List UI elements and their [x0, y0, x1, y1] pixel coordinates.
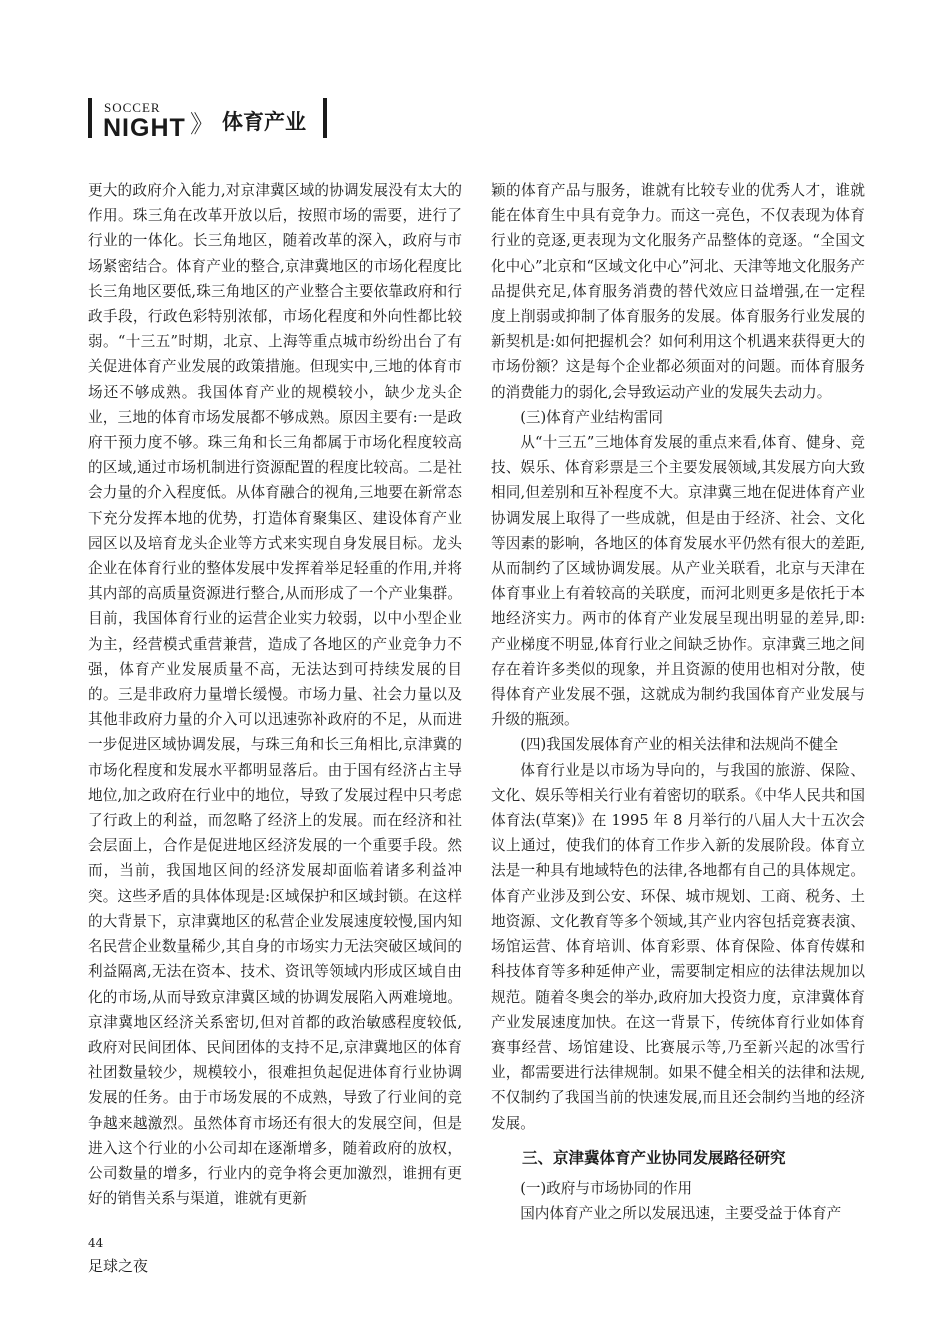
body-paragraph: 体育行业是以市场为导向的，与我国的旅游、保险、文化、娱乐等相关行业有着密切的联系。《中华人民共和国体育法(草案)》在 1995 年 8 月举行的八届人大十五次会议上通过，使我们的体育工作步入新的发展阶段。体育立法是一种具有地域特色的法律,各地都有自己的具体规定。体育产业涉及到公安、环保、城市规划、工商、税务、土地资源、文化教育等多个领域,其产业内容包括竞赛表演、场馆运营、体育培训、体育彩票、体育保险、体育传媒和科技体育等多种延伸产业，需要制定相应的法律法规加以规范。随着冬奥会的举办,政府加大投资力度，京津冀体育产业发展速度加快。在这一背景下，传统体育行业如体育赛事经营、场馆建设、比赛展示等,乃至新兴起的冰雪行业，都需要进行法律规制。如果不健全相关的法律和法规,不仅制约了我国当前的快速发展,而且还会制约当地的经济发展。: [491, 761, 865, 1132]
magazine-name: 足球之夜: [88, 1257, 149, 1275]
left-column: [88, 178, 462, 1211]
header-left-bar: [88, 98, 92, 138]
chevron-icon: 》: [190, 110, 214, 138]
page-number: 44: [88, 1236, 104, 1250]
body-paragraph: 颖的体育产品与服务，谁就有比较专业的优秀人才，谁就能在体育生中具有竞争力。而这一亮色，不仅表现为体育行业的竞逐,更表现为文化服务产品整体的竞逐。“全国文化中心”北京和“区域文化中心”河北、天津等地文化服务产品提供充足,体育服务消费的替代效应日益增强,在一定程度上削弱或抑制了体育服务的发展。体育服务行业发展的新契机是:如何把握机会？如何利用这个机遇来获得更大的市场份额？这是每个企业都必须面对的问题。而体育服务的消费能力的弱化,会导致运动产业的发展失去动力。: [491, 182, 865, 401]
brand-soccer: SOCCER: [104, 100, 161, 115]
right-column: [491, 178, 865, 1226]
subsection-heading: (四)我国发展体育产业的相关法律和法规尚不健全: [520, 736, 839, 754]
body-paragraph: 从“十三五”三地体育发展的重点来看,体育、健身、竞技、娱乐、体育彩票是三个主要发展领域,其发展方向大致相同,但差别和互补程度不大。京津冀三地在促进体育产业协调发展上取得了一些成就，但是由于经济、社会、文化等因素的影响，各地区的体育发展水平仍然有很大的差距,从而制约了区域协调发展。从产业关联看，北京与天津在体育事业上有着较高的关联度，而河北则更多是依托于本地经济实力。两市的体育产业发展呈现出明显的差异,即:产业梯度不明显,体育行业之间缺乏协作。京津冀三地之间存在着许多类似的现象，并且资源的使用也相对分散，使得体育产业发展不强，这就成为制约我国体育产业发展与升级的瓶颈。: [491, 434, 865, 729]
subsection-heading: (一)政府与市场协同的作用: [520, 1179, 693, 1197]
brand-night: NIGHT: [103, 114, 186, 142]
body-paragraph: 国内体育产业之所以发展迅速，主要受益于体育产: [520, 1204, 842, 1222]
header-right-bar: [323, 98, 327, 138]
subsection-heading: (三)体育产业结构雷同: [520, 408, 663, 426]
section-title: 体育产业: [222, 110, 306, 134]
section-heading: 三、京津冀体育产业协同发展路径研究: [522, 1148, 786, 1167]
body-paragraph: 更大的政府介入能力,对京津冀区域的协调发展没有太大的作用。珠三角在改革开放以后，按照市场的需要，进行了行业的一体化。长三角地区，随着改革的深入，政府与市场紧密结合。体育产业的整合,京津冀地区的市场化程度比长三角地区要低,珠三角地区的产业整合主要依靠政府和行政手段，行政色彩特别浓郁，市场化程度和外向性都比较弱。“十三五”时期，北京、上海等重点城市纷纷出台了有关促进体育产业发展的政策措施。但现实中,三地的体育市场还不够成熟。我国体育产业的规模较小，缺少龙头企业，三地的体育市场发展都不够成熟。原因主要有:一是政府干预力度不够。珠三角和长三角都属于市场化程度较高的区域,通过市场机制进行资源配置的程度比较高。二是社会力量的介入程度低。从体育融合的视角,三地要在新常态下充分发挥本地的优势，打造体育聚集区、建设体育产业园区以及培育龙头企业等方式来实现自身发展目标。龙头企业在体育行业的整体发展中发挥着举足轻重的作用,并将其内部的高质量资源进行整合,从而形成了一个产业集群。目前，我国体育行业的运营企业实力较弱，以中小型企业为主，经营模式重营兼营，造成了各地区的产业竞争力不强，体育产业发展质量不高，无法达到可持续发展的目的。三是非政府力量增长缓慢。市场力量、社会力量以及其他非政府力量的介入可以迅速弥补政府的不足，从而进一步促进区域协调发展，与珠三角和长三角相比,京津冀的市场化程度和发展水平都明显落后。由于国有经济占主导地位,加之政府在行业中的地位，导致了发展过程中只考虑了行政上的利益，而忽略了经济上的发展。而在经济和社会层面上，合作是促进地区经济发展的一个重要手段。然而，当前，我国地区间的经济发展却面临着诸多利益冲突。这些矛盾的具体体现是:区域保护和区域封锁。在这样的大背景下，京津冀地区的私营企业发展速度较慢,国内知名民营企业数量稀少,其自身的市场实力无法突破区域间的利益隔离,无法在资本、技术、资讯等领域内形成区域自由化的市场,从而导致京津冀区域的协调发展陷入两难境地。京津冀地区经济关系密切,但对首都的政治敏感程度较低,政府对民间团体、民间团体的支持不足,京津冀地区的体育社团数量较少，规模较小，很难担负起促进体育行业协调发展的任务。由于市场发展的不成熟，导致了行业间的竞争越来越激烈。虽然体育市场还有很大的发展空间，但是进入这个行业的小公司却在逐渐增多，随着政府的放权，公司数量的增多，行业内的竞争将会更加激烈，谁拥有更好的销售关系与渠道，谁就有更新: [88, 182, 462, 1208]
